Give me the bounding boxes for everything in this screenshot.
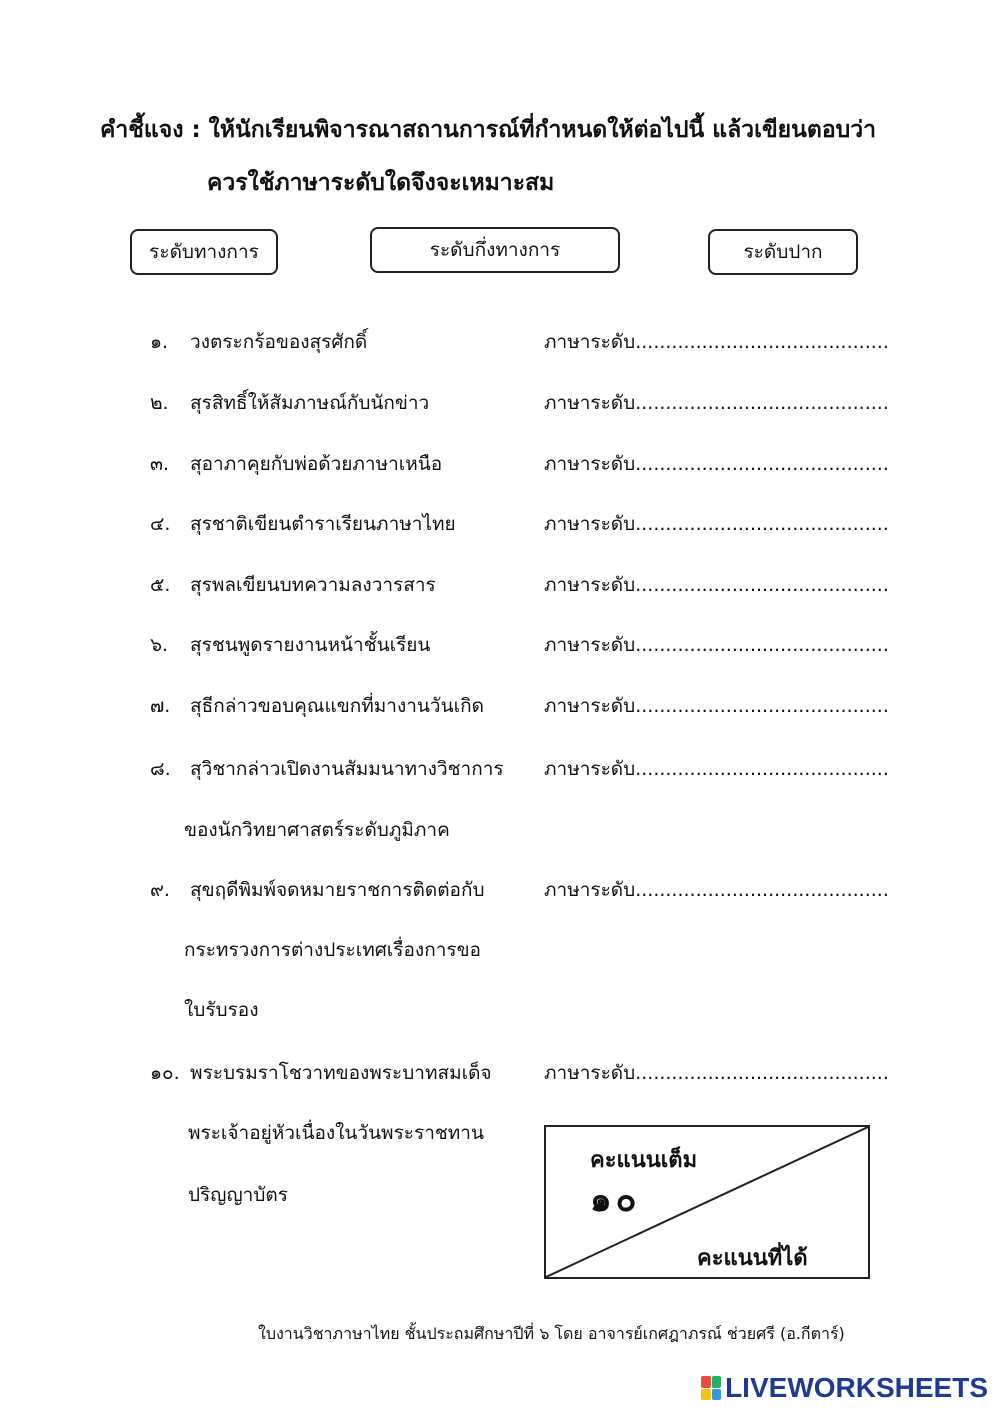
question-number: ๗. bbox=[150, 695, 171, 717]
question-8 bbox=[150, 754, 504, 784]
question-9-line-2: กระทรวงการต่างประเทศเรื่องการขอ bbox=[184, 939, 481, 961]
answer-blank-10[interactable]: ภาษาระดับ.......................................... bbox=[544, 1062, 889, 1084]
score-full-value: ๑๐ bbox=[590, 1180, 641, 1220]
answer-blank-7[interactable]: ภาษาระดับ.......................................... bbox=[544, 695, 889, 717]
question-text: สุอาภาคุยกับพ่อด้วยภาษาเหนือ bbox=[190, 453, 443, 475]
question-text: วงตระกร้อของสุรศักดิ์ bbox=[190, 331, 368, 353]
score-earned-label: คะแนนที่ได้ bbox=[697, 1246, 808, 1271]
question-number: ๑๐. bbox=[150, 1062, 180, 1084]
answer-blank-3[interactable]: ภาษาระดับ.......................................... bbox=[544, 453, 889, 475]
question-number: ๔. bbox=[150, 513, 171, 535]
question-6 bbox=[150, 630, 430, 660]
question-text: สุรชนพูดรายงานหน้าชั้นเรียน bbox=[190, 634, 431, 656]
answer-blank-4[interactable]: ภาษาระดับ.......................................... bbox=[544, 513, 889, 535]
option-colloquial: ระดับปาก bbox=[708, 229, 858, 275]
instruction-line-1: คำชี้แจง : ให้นักเรียนพิจารณาสถานการณ์ที่กำหนดให้ต่อไปนี้ แล้วเขียนตอบว่า bbox=[100, 117, 877, 143]
brand-name: LIVEWORKSHEETS bbox=[725, 1372, 988, 1403]
question-text: สุรชาติเขียนตำราเรียนภาษาไทย bbox=[190, 513, 456, 535]
question-number: ๙. bbox=[150, 879, 170, 901]
question-3 bbox=[150, 449, 442, 479]
question-10-line-2: พระเจ้าอยู่หัวเนื่องในวันพระราชทาน bbox=[188, 1122, 484, 1144]
question-number: ๕. bbox=[150, 574, 171, 596]
answer-blank-9[interactable]: ภาษาระดับ.......................................... bbox=[544, 879, 889, 901]
liveworksheets-icon bbox=[701, 1376, 721, 1400]
question-text: สุขฤดีพิมพ์จดหมายราชการติดต่อกับ bbox=[190, 879, 485, 901]
question-5 bbox=[150, 570, 436, 600]
answer-blank-5[interactable]: ภาษาระดับ.......................................... bbox=[544, 574, 889, 596]
answer-blank-8[interactable]: ภาษาระดับ.......................................... bbox=[544, 758, 889, 780]
question-number: ๖. bbox=[150, 634, 169, 656]
liveworksheets-logo bbox=[701, 1372, 988, 1404]
question-9-line-3: ใบรับรอง bbox=[184, 999, 259, 1021]
question-text: สุธีกล่าวขอบคุณแขกที่มางานวันเกิด bbox=[190, 695, 484, 717]
question-number: ๑. bbox=[150, 331, 169, 353]
option-formal: ระดับทางการ bbox=[130, 229, 278, 275]
answer-blank-1[interactable]: ภาษาระดับ.......................................... bbox=[544, 331, 889, 353]
answer-blank-6[interactable]: ภาษาระดับ.......................................... bbox=[544, 634, 889, 656]
question-text: สุรสิทธิ์ให้สัมภาษณ์กับนักข่าว bbox=[190, 392, 430, 414]
question-number: ๓. bbox=[150, 453, 170, 475]
question-10 bbox=[150, 1058, 492, 1088]
question-text: สุวิชากล่าวเปิดงานสัมมนาทางวิชาการ bbox=[190, 758, 504, 780]
question-text: พระบรมราโชวาทของพระบาทสมเด็จ bbox=[190, 1062, 492, 1084]
question-8-line-2: ของนักวิทยาศาสตร์ระดับภูมิภาค bbox=[184, 819, 450, 841]
question-2 bbox=[150, 388, 429, 418]
option-semi-formal: ระดับกึ่งทางการ bbox=[370, 227, 620, 273]
answer-blank-2[interactable]: ภาษาระดับ.......................................... bbox=[544, 392, 889, 414]
question-4 bbox=[150, 509, 456, 539]
question-text: สุรพลเขียนบทความลงวารสาร bbox=[190, 574, 436, 596]
question-number: ๒. bbox=[150, 392, 169, 414]
footer-credit: ใบงานวิชาภาษาไทย ชั้นประถมศึกษาปีที่ ๖ โดย อาจารย์เกศฎาภรณ์ ช่วยศรี (อ.กีตาร์) bbox=[258, 1324, 845, 1343]
question-7 bbox=[150, 691, 484, 721]
instruction-line-2: ควรใช้ภาษาระดับใดจึงจะเหมาะสม bbox=[207, 170, 555, 196]
score-full-label: คะแนนเต็ม bbox=[590, 1148, 698, 1173]
question-10-line-3: ปริญญาบัตร bbox=[188, 1184, 288, 1206]
question-number: ๘. bbox=[150, 758, 171, 780]
question-1 bbox=[150, 327, 367, 357]
question-9 bbox=[150, 875, 485, 905]
